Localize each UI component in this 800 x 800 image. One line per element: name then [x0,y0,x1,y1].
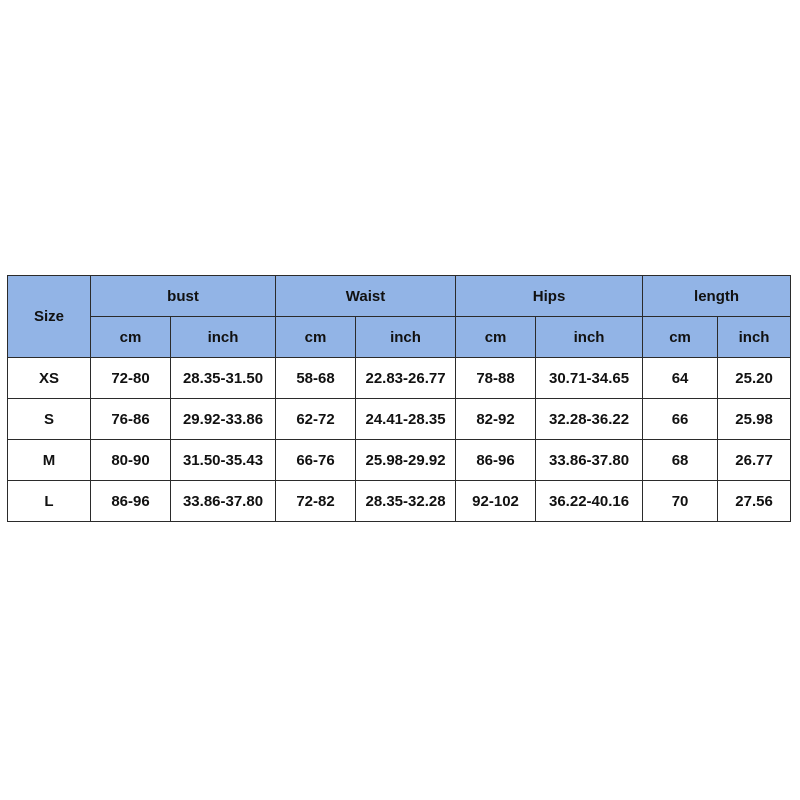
table-cell: 58-68 [276,358,356,399]
table-cell: 29.92-33.86 [171,399,276,440]
length-group-header: length [643,276,791,317]
table-cell: 31.50-35.43 [171,440,276,481]
table-row [8,481,791,522]
unit-header-cm: cm [276,317,356,358]
table-cell: 68 [643,440,718,481]
table-cell: 32.28-36.22 [536,399,643,440]
table-row [8,440,791,481]
unit-header-cm: cm [643,317,718,358]
table-cell: 80-90 [91,440,171,481]
hips-group-header: Hips [456,276,643,317]
waist-group-header: Waist [276,276,456,317]
table-cell: 76-86 [91,399,171,440]
table-cell: 36.22-40.16 [536,481,643,522]
size-column-header: Size [8,276,91,358]
table-row [8,358,791,399]
table-cell: 70 [643,481,718,522]
table-cell: 82-92 [456,399,536,440]
table-cell: 25.98-29.92 [356,440,456,481]
table-row [8,399,791,440]
table-cell: 28.35-32.28 [356,481,456,522]
size-chart-table [7,275,791,522]
table-cell: 72-82 [276,481,356,522]
table-cell: 33.86-37.80 [536,440,643,481]
table-cell: 92-102 [456,481,536,522]
table-cell: 22.83-26.77 [356,358,456,399]
table-cell: 24.41-28.35 [356,399,456,440]
table-cell: 78-88 [456,358,536,399]
table-cell: 66 [643,399,718,440]
table-cell: 28.35-31.50 [171,358,276,399]
table-cell: 25.20 [718,358,791,399]
table-cell: 72-80 [91,358,171,399]
size-cell: XS [8,358,91,399]
table-cell: 27.56 [718,481,791,522]
size-cell: S [8,399,91,440]
table-cell: 62-72 [276,399,356,440]
table-cell: 25.98 [718,399,791,440]
bust-group-header: bust [91,276,276,317]
unit-header-inch: inch [718,317,791,358]
header-unit-row [8,317,791,358]
table-cell: 86-96 [456,440,536,481]
unit-header-cm: cm [91,317,171,358]
unit-header-inch: inch [171,317,276,358]
table-cell: 30.71-34.65 [536,358,643,399]
size-cell: M [8,440,91,481]
unit-header-inch: inch [356,317,456,358]
unit-header-cm: cm [456,317,536,358]
unit-header-inch: inch [536,317,643,358]
table-cell: 33.86-37.80 [171,481,276,522]
header-group-row [8,276,791,317]
table-cell: 64 [643,358,718,399]
table-cell: 66-76 [276,440,356,481]
table-cell: 26.77 [718,440,791,481]
size-cell: L [8,481,91,522]
table-cell: 86-96 [91,481,171,522]
